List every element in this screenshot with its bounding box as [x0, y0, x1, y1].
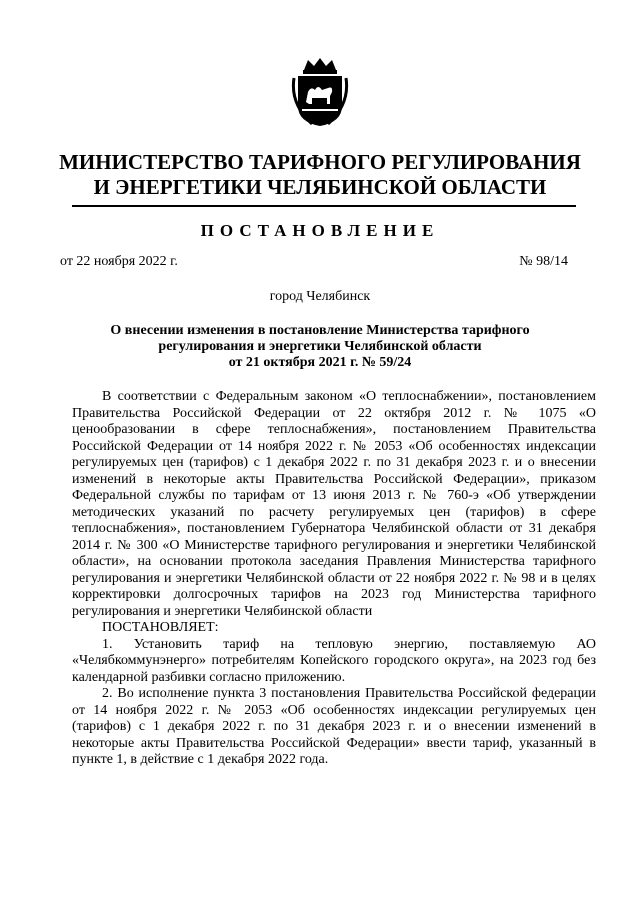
document-title — [96, 323, 544, 371]
ministry-name-line2: И ЭНЕРГЕТИКИ ЧЕЛЯБИНСКОЙ ОБЛАСТИ — [93, 175, 547, 199]
decree-word: ПОСТАНОВЛЯЕТ: — [102, 620, 219, 635]
title-line2: регулирования и энергетики Челябинской области — [158, 339, 482, 354]
coat-of-arms-emblem — [290, 56, 350, 128]
header-divider — [72, 205, 576, 207]
title-line3: от 21 октября 2021 г. № 59/24 — [228, 355, 412, 370]
document-date: от 22 ноября 2022 г. — [60, 254, 178, 269]
item-2-paragraph: 2. Во исполнение пункта 3 постановления Правительства Российской федерации от 14 ноября 2022 г. № 2053 «Об особенностях индексации регулируемых цен (тарифов) с 1 декабря 2022 г. по 31 декабря 2023 г. и о внесении изменений в некоторые акты Правительства Российской Федерации» ввести тариф, указанный в пункте 1, в действие с 1 декабря 2022 года. — [72, 686, 596, 767]
item-1-paragraph: 1. Установить тариф на тепловую энергию, поставляемую АО «Челябкоммунэнерго» потребителям Копейского городского округа», на 2023 год без календарной разбивки согласно приложению. — [72, 636, 596, 685]
preamble-paragraph: В соответствии с Федеральным законом «О теплоснабжении», постановлением Правительства Российской Федерации от 22 октября 2012 г. № 1075 «О ценообразовании в сфере теплоснабжения», постановлением Правительства Российской Федерации от 14 ноября 2022 г. № 2053 «Об особенностях индексации регулируемых цен (тарифов) с 1 декабря 2022 г. по 31 декабря 2023 г. и о внесении изменений в некоторые акты Правительства Российской Федерации», приказом Федеральной службы по тарифам от 13 июня 2013 г. № 760-э «Об утверждении методических указаний по расчету регулируемых цен (тарифов) в сфере теплоснабжения», постановлением Губернатора Челябинской области от 31 декабря 2014 г. № 300 «О Министерстве тарифного регулирования и энергетики Челябинской области», на основании протокола заседания Правления Министерства тарифного регулирования и энергетики Челябинской области от 22 ноября 2022 г. № 98 и в целях корректировки долгосрочных тарифов на 2023 год Министерства тарифного регулирования и энергетики Челябинской области — [72, 389, 596, 619]
document-city: город Челябинск — [269, 289, 371, 304]
ministry-name — [40, 150, 600, 200]
document-body — [72, 389, 596, 769]
document-number: № 98/14 — [519, 254, 568, 269]
document-type: ПОСТАНОВЛЕНИЕ — [200, 221, 440, 240]
title-line1: О внесении изменения в постановление Министерства тарифного — [110, 323, 530, 338]
ministry-name-line1: МИНИСТЕРСТВО ТАРИФНОГО РЕГУЛИРОВАНИЯ — [59, 150, 581, 174]
